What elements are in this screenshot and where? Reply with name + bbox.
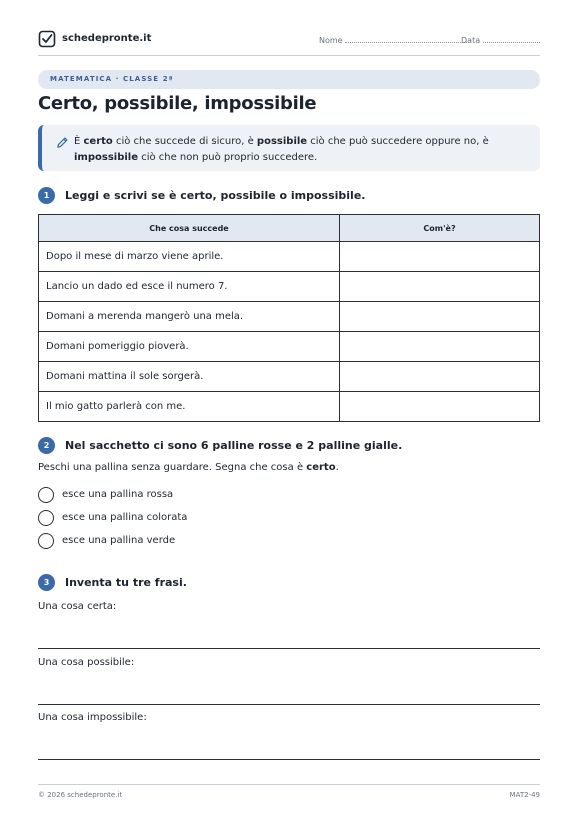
write-line-possible[interactable] [38, 704, 540, 705]
radio-circle[interactable] [38, 487, 54, 503]
date-label: Data [461, 36, 481, 45]
question-3-number: 3 [38, 574, 55, 591]
table-row [39, 392, 540, 422]
table-header-row [39, 215, 540, 242]
answer-cell[interactable] [340, 272, 540, 302]
radio-circle[interactable] [38, 510, 54, 526]
callout-word-impossibile: impossibile [74, 152, 139, 163]
table-row [39, 302, 540, 332]
callout-text-2: ciò che succede di sicuro, è [112, 136, 257, 147]
question-2-number: 2 [38, 437, 55, 454]
question-2-instructions [38, 462, 339, 473]
instructions-keyword: certo [306, 462, 336, 473]
table-row [39, 272, 540, 302]
question-2-text: Nel sacchetto ci sono 6 palline rosse e 2 palline gialle. [65, 439, 403, 452]
classification-table [38, 214, 540, 422]
page-header [38, 30, 540, 56]
table-row [39, 242, 540, 272]
answer-cell[interactable] [340, 242, 540, 272]
instructions-end: . [335, 462, 339, 473]
event-cell: Domani mattina il sole sorgerà. [39, 362, 340, 392]
option-label: esce una pallina rossa [62, 489, 174, 500]
question-3-text: Inventa tu tre frasi. [65, 576, 187, 589]
col-header-answer: Com'è? [340, 215, 540, 242]
event-cell: Domani a merenda mangerò una mela. [39, 302, 340, 332]
checkbox-logo-icon [38, 30, 56, 48]
event-cell: Il mio gatto parlerà con me. [39, 392, 340, 422]
prompt-certain: Una cosa certa: [38, 601, 117, 612]
subject-label: MATEMATICA · CLASSE 2ª [50, 75, 174, 83]
callout-text-3: ciò che può succedere oppure no, è [307, 136, 489, 147]
prompt-impossible: Una cosa impossibile: [38, 712, 147, 723]
worksheet-code: MAT2-49 [509, 791, 540, 799]
question-1-number: 1 [38, 187, 55, 204]
answer-cell[interactable] [340, 392, 540, 422]
col-header-event: Che cosa succede [39, 215, 340, 242]
date-write-line [483, 35, 540, 43]
page-title: Certo, possibile, impossibile [38, 93, 317, 114]
pencil-icon [56, 136, 69, 149]
instructions-text: Peschi una pallina senza guardare. Segna che cosa è [38, 462, 307, 473]
write-line-impossible[interactable] [38, 759, 540, 760]
event-cell: Domani pomeriggio pioverà. [39, 332, 340, 362]
callout-text-1: È [74, 136, 84, 147]
callout-word-possibile: possibile [256, 136, 308, 147]
date-field [461, 35, 540, 45]
prompt-possible: Una cosa possibile: [38, 657, 135, 668]
name-write-line [345, 35, 467, 43]
answer-cell[interactable] [340, 332, 540, 362]
answer-cell[interactable] [340, 302, 540, 332]
definition-text [74, 134, 529, 166]
page-footer [38, 784, 540, 804]
definition-callout [38, 125, 540, 171]
name-field [319, 35, 467, 45]
option-label: esce una pallina colorata [62, 512, 188, 523]
table-row [39, 362, 540, 392]
name-label: Nome [319, 36, 343, 45]
option-label: esce una pallina verde [62, 535, 176, 546]
callout-word-certo: certo [83, 136, 113, 147]
write-line-certain[interactable] [38, 648, 540, 649]
answer-cell[interactable] [340, 362, 540, 392]
event-cell: Lancio un dado ed esce il numero 7. [39, 272, 340, 302]
callout-text-4: ciò che non può proprio succedere. [138, 152, 318, 163]
event-cell: Dopo il mese di marzo viene aprile. [39, 242, 340, 272]
table-row [39, 332, 540, 362]
subject-banner [38, 70, 540, 89]
brand-name: schedepronte.it [62, 33, 152, 44]
copyright: © 2026 schedepronte.it [38, 791, 123, 799]
radio-circle[interactable] [38, 533, 54, 549]
question-1-text: Leggi e scrivi se è certo, possibile o impossibile. [65, 189, 366, 202]
